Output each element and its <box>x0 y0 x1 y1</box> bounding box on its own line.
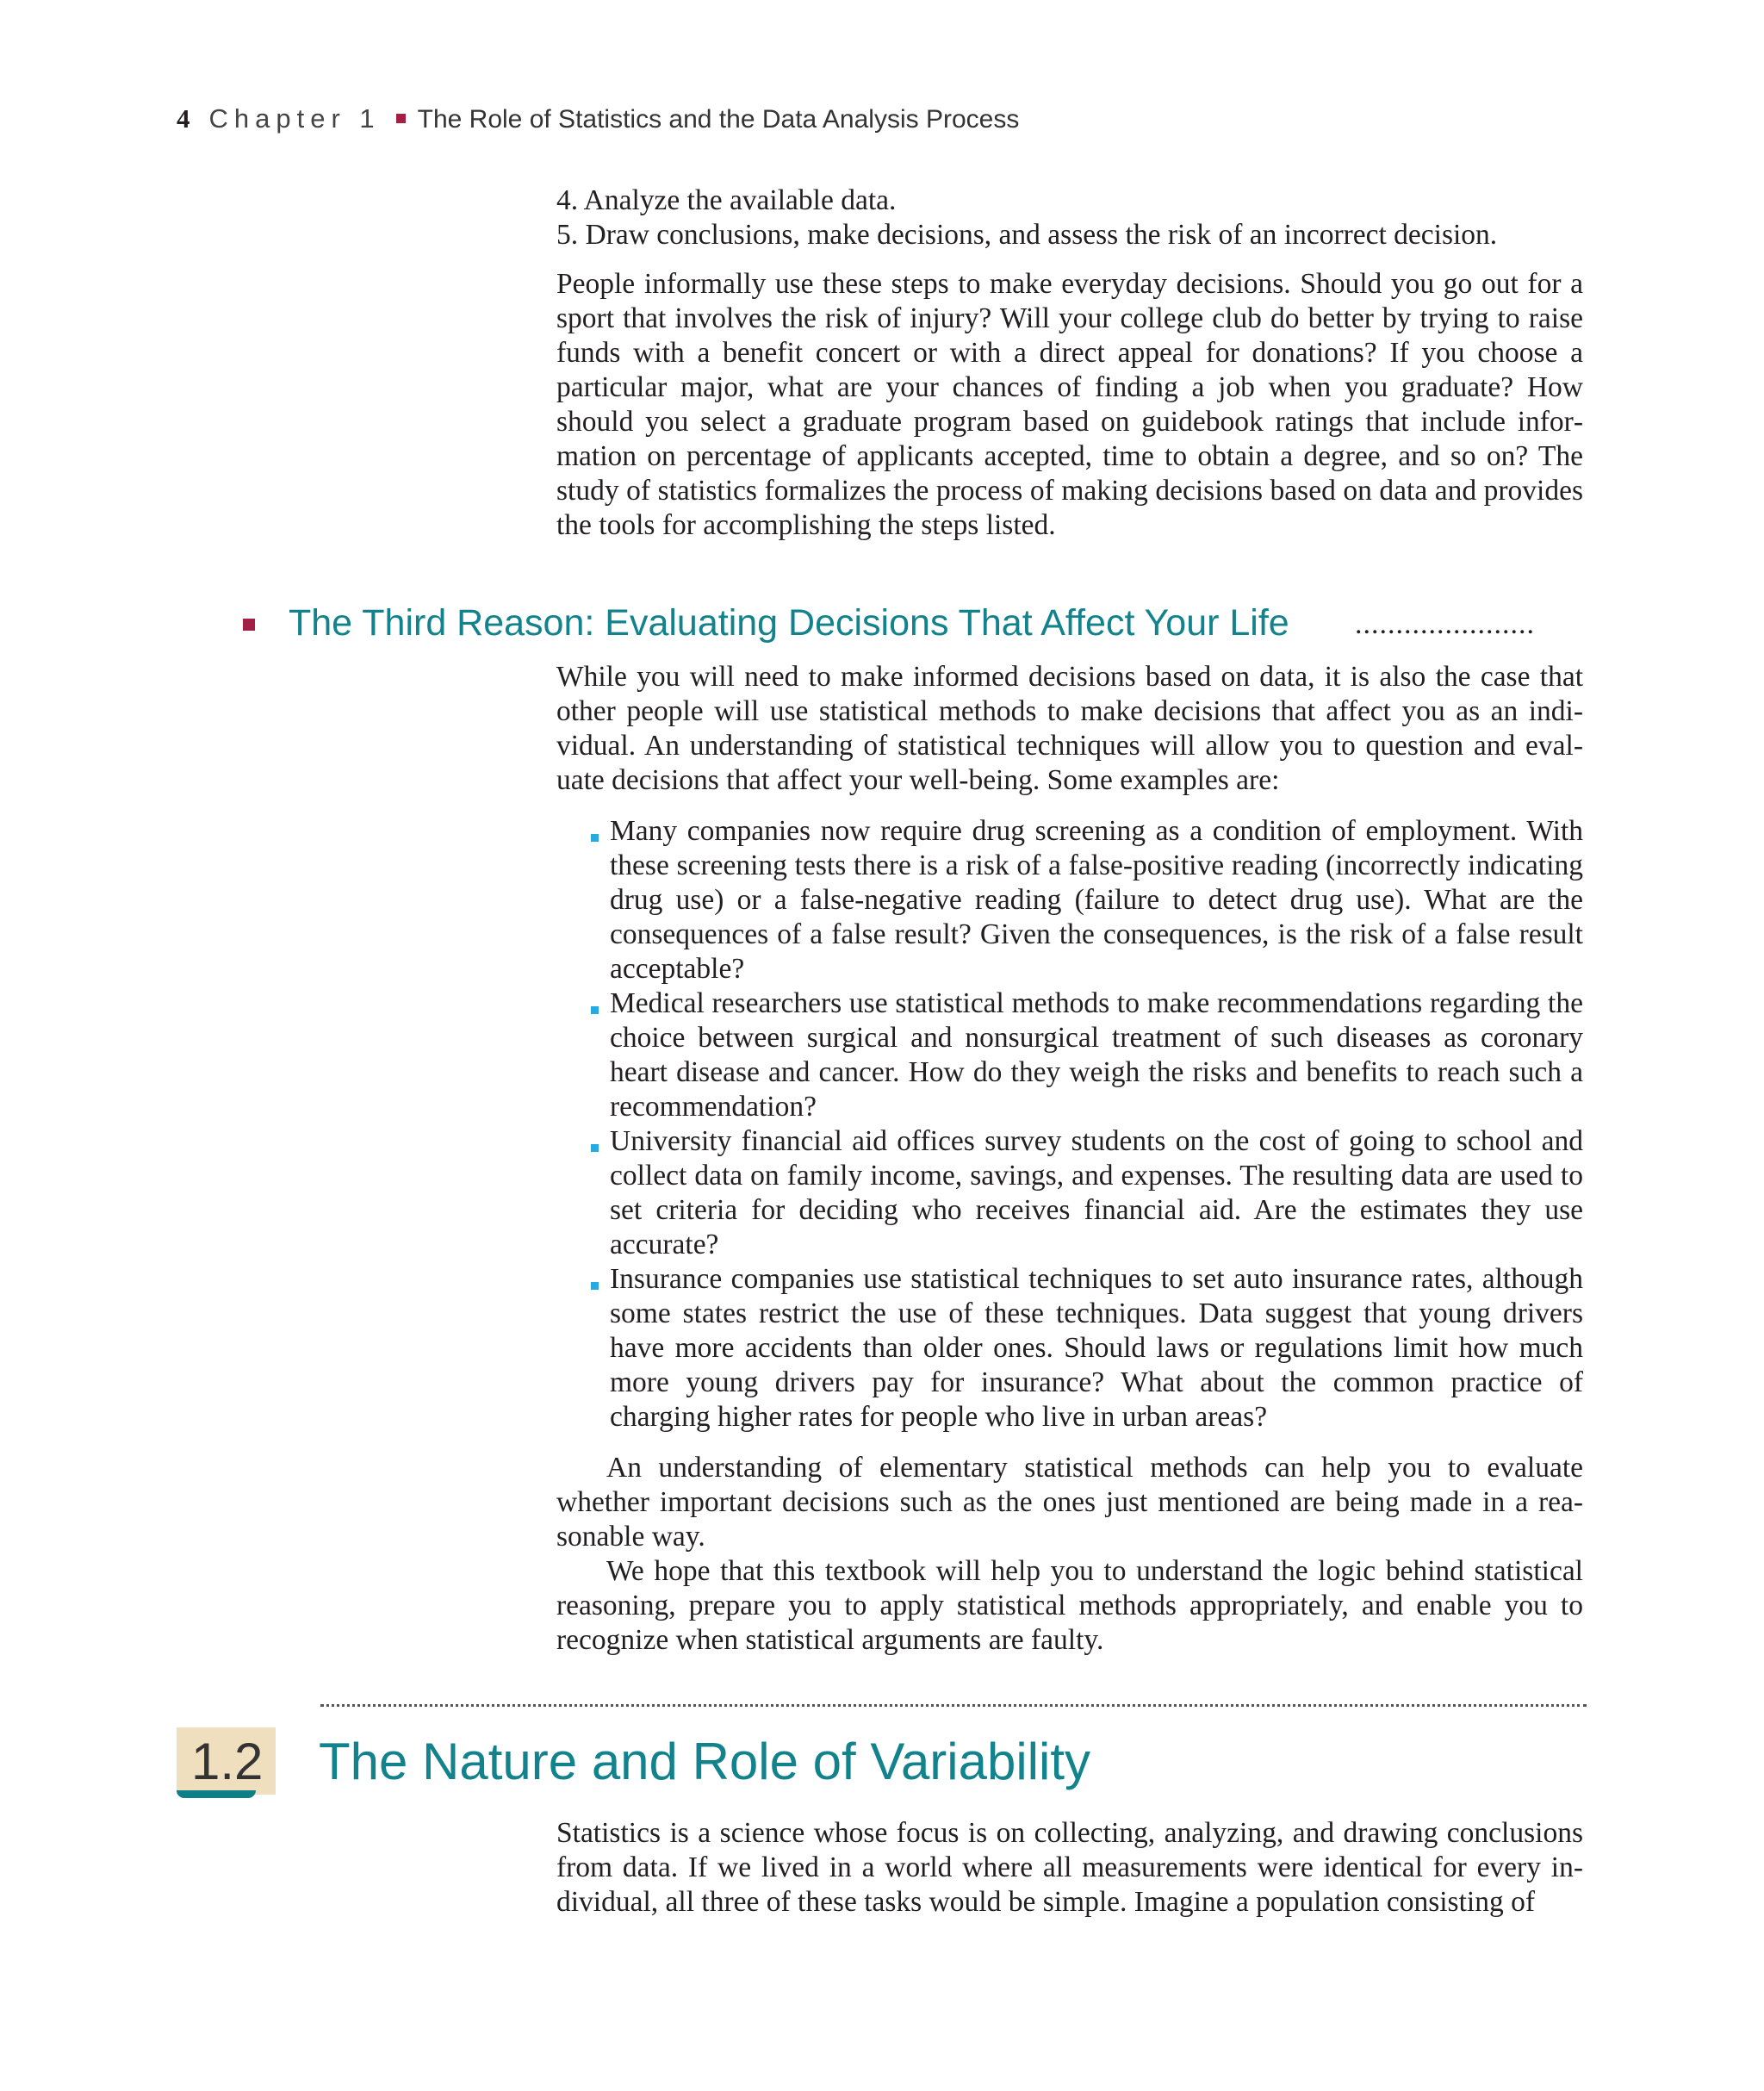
header-bullet-icon <box>396 114 406 123</box>
chapter-label: Chapter 1 <box>208 103 381 134</box>
list-item <box>589 1262 1583 1434</box>
list-item <box>589 814 1583 986</box>
paragraph-hope: We hope that this textbook will help you to understand the logic behind statistical reasoning, prepare you to apply statistical methods appropriately, and enable you to recognize when statistical arguments are faulty. <box>556 1555 1583 1656</box>
square-bullet-icon <box>591 1144 599 1152</box>
third-reason-heading-text: The Third Reason: Evaluating Decisions That Affect Your Life <box>289 602 1289 644</box>
list-item-text: Insurance companies use statistical techniques to set auto insurance rates, although some states restrict the use of these techniques. Data suggest that young drivers have more accidents than older ones. Should laws or regulations limit how much more young drivers pay for insurance? What about the common practice of charging higher rates for people who live in urban areas? <box>610 1263 1583 1433</box>
paragraph-variability: Statistics is a science whose focus is on collecting, analyzing, and drawing conclusions from data. If we lived in a world where all measurements were identical for every individual, all three of these tasks would be simple. Imagine a population consisting of <box>556 1817 1583 1918</box>
step-item <box>556 218 1583 252</box>
step-text: Analyze the available data. <box>583 184 897 216</box>
step-number: 4. <box>556 184 579 216</box>
square-bullet-icon <box>591 1282 599 1290</box>
list-item-text: University financial aid offices survey students on the cost of going to school and collect data on family income, savings, and expenses. The resulting data are used to set criteria for deciding who receives financial aid. Are the estimates they use accurate? <box>610 1125 1583 1260</box>
list-item <box>589 1124 1583 1262</box>
page-number: 4 <box>177 103 190 134</box>
section-title: The Nature and Role of Variability <box>319 1733 1091 1790</box>
paragraph-everyday-decisions: People informally use these steps to make everyday decisions. Should you go out for a sport that involves the risk of injury? Will your college club do better by trying to raise funds with a benefit concert or with a direct appeal for donations? If you choose a particular major, what are your chances of finding a job when you graduate? How should you select a graduate program based on guidebook ratings that include information on percentage of applicants accepted, time to obtain a degree, and so on? The study of statistics formalizes the process of making decisions based on data and provides the tools for accomplishing the steps listed. <box>556 268 1583 541</box>
square-bullet-icon <box>591 1006 599 1014</box>
list-item-text: Many companies now require drug screening as a condition of employment. With these screening tests there is a risk of a false-positive reading (incorrectly indicating drug use) or a false-negative reading (failure to detect drug use). What are the consequences of a false result? Given the consequences, is the risk of a false result acceptable? <box>610 815 1583 985</box>
running-header <box>177 102 1019 137</box>
list-item <box>589 986 1583 1124</box>
running-header-title: The Role of Statistics and the Data Analysis Process <box>417 105 1020 134</box>
heading-dot-leader: ...................... <box>1355 608 1535 640</box>
list-item-text: Medical researchers use statistical methods to make recommendations regarding the choice between surgical and nonsurgical treatment of such diseases as coronary heart disease and cancer. How do they weigh the risks and benefits to reach such a recommendation? <box>610 987 1583 1123</box>
step-text: Draw conclusions, make decisions, and assess the risk of an incorrect decision. <box>585 219 1498 251</box>
paragraph-understanding: An understanding of elementary statistical methods can help you to evaluate whether important decisions such as the ones just mentioned are being made in a reasonable way. <box>556 1452 1583 1553</box>
section-number: 1.2 <box>191 1733 264 1790</box>
heading-bullet-icon <box>243 619 255 631</box>
step-number: 5. <box>556 219 579 251</box>
section-dotted-rule <box>320 1704 1587 1707</box>
square-bullet-icon <box>591 834 599 842</box>
paragraph-third-reason-intro: While you will need to make informed decisions based on data, it is also the case that other people will use statistical methods to make decisions that affect you as an individual. An understanding of statistical techniques will allow you to question and evaluate decisions that affect your well-being. Some examples are: <box>556 661 1583 796</box>
examples-bullet-list <box>589 814 1583 1434</box>
closing-paragraphs <box>556 1451 1583 1658</box>
step-item <box>556 184 1583 218</box>
steps-list <box>556 184 1583 252</box>
